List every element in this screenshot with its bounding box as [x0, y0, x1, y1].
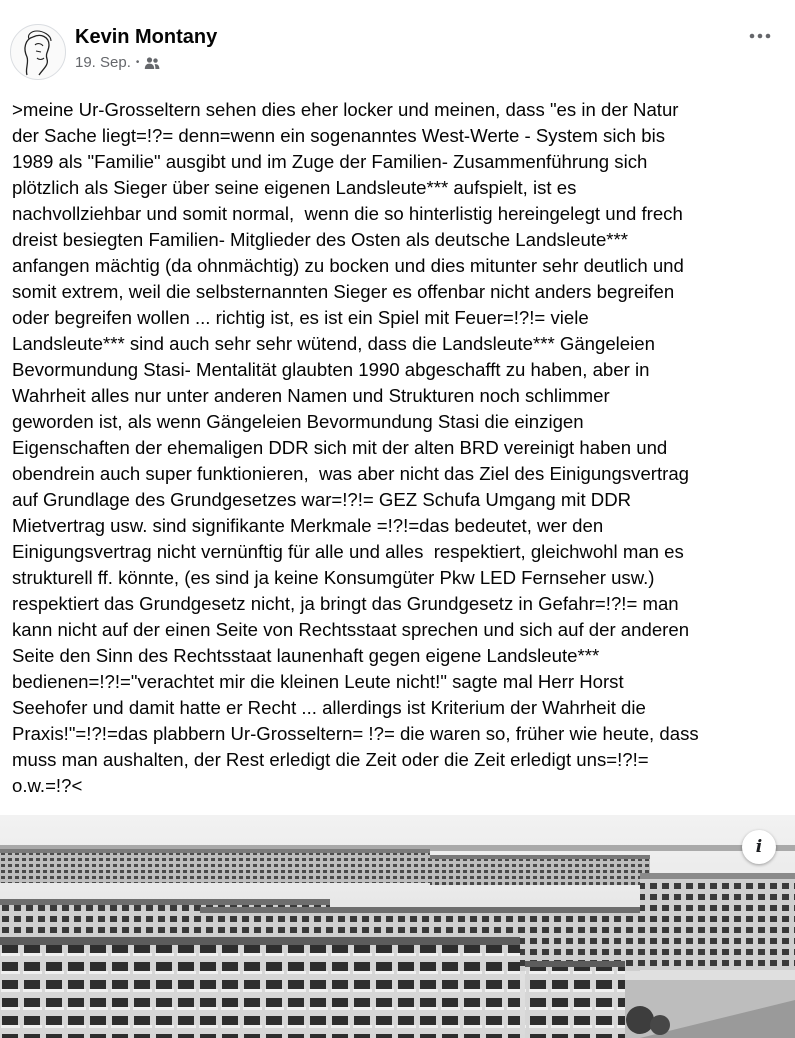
- post-text-line: dreist besiegten Familien- Mitglieder des Osten als deutsche Landsleute***: [12, 229, 628, 250]
- post-meta: [75, 54, 160, 71]
- post-text-line: >meine Ur-Grosseltern sehen dies eher locker und meinen, dass "es in der Natur: [12, 99, 679, 120]
- post-text: [12, 97, 790, 799]
- post-text-line: der Sache liegt=!?= denn=wenn ein sogenanntes West-Werte - System sich bis: [12, 125, 666, 146]
- more-options-button[interactable]: [745, 24, 775, 48]
- post-text-line: oder begreifen wollen ... richtig ist, es ist ein Spiel mit Feuer=!?!= viele: [12, 307, 589, 328]
- avatar-sketch-icon: [11, 25, 65, 79]
- post-text-line: Praxis!"=!?!=das plabbern Ur-Grosseltern= !?= die waren so, früher wie heute, dass: [12, 723, 699, 744]
- post-text-line: bedienen=!?!="verachtet mir die kleinen Leute nicht!" sagte mal Herr Horst: [12, 671, 624, 692]
- avatar[interactable]: [10, 24, 66, 80]
- post-text-line: Eigenschaften der ehemaligen DDR sich mit der alten BRD vereinigt haben und: [12, 437, 668, 458]
- post-header: [0, 0, 795, 90]
- post-text-line: somit extrem, weil die selbsternannten Sieger es offenbar nicht anders begreifen: [12, 281, 675, 302]
- post-text-line: respektiert das Grundgesetz nicht, ja bringt das Grundgesetz in Gefahr=!?!= man: [12, 593, 679, 614]
- author-name[interactable]: Kevin Montany: [75, 26, 218, 48]
- post-text-line: Wahrheit alles nur unter anderen Namen und Strukturen noch schlimmer: [12, 385, 610, 406]
- post-text-line: nachvollziehbar und somit normal, wenn die so hinterlistig hereingelegt und frech: [12, 203, 683, 224]
- post-text-line: geworden ist, als wenn Gängeleien Bevormundung Stasi die einzigen: [12, 411, 584, 432]
- housing-blocks-photo: [0, 815, 795, 1038]
- post-text-line: o.w.=!?<: [12, 775, 83, 796]
- more-options-icon: [749, 33, 771, 39]
- post-date[interactable]: 19. Sep.: [75, 54, 131, 71]
- photo-info-button[interactable]: [742, 830, 776, 864]
- post-text-line: Bevormundung Stasi- Mentalität glaubten 1990 abgeschafft zu haben, aber in: [12, 359, 650, 380]
- post-text-line: kann nicht auf der einen Seite von Rechtsstaat sprechen und sich auf der anderen: [12, 619, 690, 640]
- friends-icon[interactable]: [144, 56, 160, 70]
- post-text-line: muss man aushalten, der Rest erledigt die Zeit oder die Zeit erledigt uns=!?!=: [12, 749, 649, 770]
- post-text-line: auf Grundlage des Grundgesetzes war=!?!= GEZ Schufa Umgang mit DDR: [12, 489, 632, 510]
- meta-separator: •: [135, 57, 140, 68]
- post-text-line: Mietvertrag usw. sind signifikante Merkmale =!?!=das bedeutet, wer den: [12, 515, 604, 536]
- post-text-line: Einigungsvertrag nicht vernünftig für alle und alles respektiert, gleichwohl man es: [12, 541, 684, 562]
- post-text-line: obendrein auch super funktionieren, was aber nicht das Ziel des Einigungsvertrag: [12, 463, 690, 484]
- post-text-line: Seite den Sinn des Rechtsstaat launenhaft gegen eigene Landsleute***: [12, 645, 600, 666]
- info-icon: i: [755, 837, 763, 857]
- post-text-line: strukturell ff. könnte, (es sind ja keine Konsumgüter Pkw LED Fernseher usw.): [12, 567, 655, 588]
- post-text-line: Seehofer und damit hatte er Recht ... allerdings ist Kriterium der Wahrheit die: [12, 697, 646, 718]
- post-text-line: anfangen mächtig (da ohnmächtig) zu bocken und dies mitunter sehr deutlich und: [12, 255, 684, 276]
- post-text-line: plötzlich als Sieger über seine eigenen Landsleute*** aufspielt, ist es: [12, 177, 577, 198]
- post-text-line: 1989 als "Familie" ausgibt und im Zuge der Familien- Zusammenführung sich: [12, 151, 648, 172]
- post-text-line: Landsleute*** sind auch sehr sehr wütend, dass die Landsleute*** Gängeleien: [12, 333, 655, 354]
- post-photo[interactable]: [0, 815, 795, 1038]
